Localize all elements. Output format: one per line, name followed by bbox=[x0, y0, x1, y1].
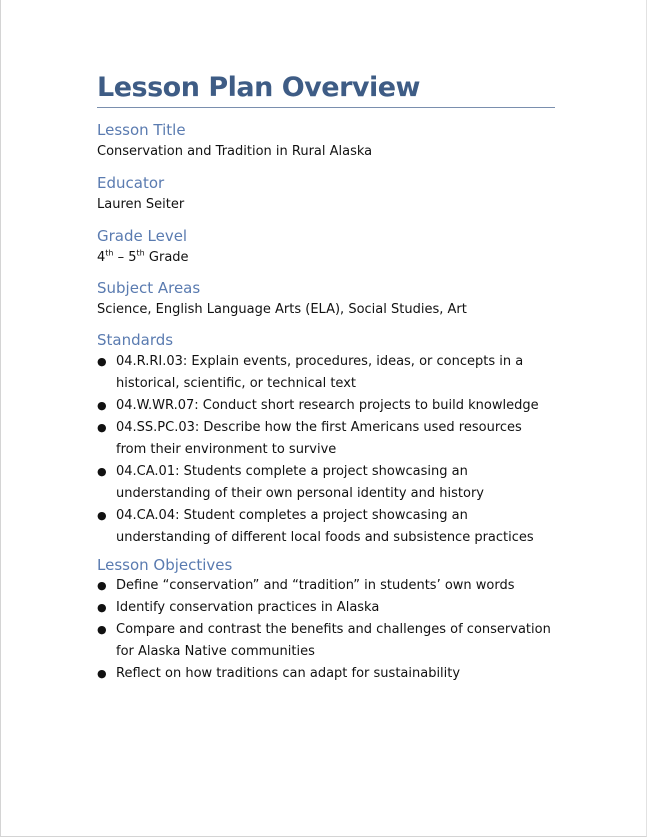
grade-to-number: 5 bbox=[128, 250, 137, 265]
title-divider bbox=[97, 107, 555, 108]
objectives-list bbox=[97, 575, 555, 685]
section-heading-grade-level: Grade Level bbox=[97, 227, 188, 245]
objective-text: Define “conservation” and “tradition” in students’ own words bbox=[116, 578, 515, 593]
list-item bbox=[97, 395, 555, 417]
bullet-icon: ● bbox=[97, 623, 107, 636]
lesson-title-value: Conservation and Tradition in Rural Alaska bbox=[97, 144, 373, 159]
section-standards bbox=[97, 330, 555, 549]
standard-text: 04.R.RI.03: Explain events, procedures, ideas, or concepts in a historical, scientific, or technical text bbox=[116, 354, 524, 391]
grade-label: Grade bbox=[144, 250, 189, 265]
objective-text: Compare and contrast the benefits and challenges of conservation for Alaska Native communities bbox=[116, 622, 551, 659]
bullet-icon: ● bbox=[97, 509, 107, 522]
standard-text: 04.SS.PC.03: Describe how the first Americans used resources from their environment to survive bbox=[116, 420, 522, 457]
grade-range-dash: – bbox=[113, 250, 129, 265]
list-item bbox=[97, 461, 555, 505]
standards-list bbox=[97, 351, 555, 549]
grade-from-number: 4 bbox=[97, 250, 106, 265]
bullet-icon: ● bbox=[97, 579, 107, 592]
document-content bbox=[97, 70, 555, 685]
list-item bbox=[97, 417, 555, 461]
educator-value: Lauren Seiter bbox=[97, 197, 185, 212]
section-heading-lesson-objectives: Lesson Objectives bbox=[97, 556, 233, 574]
section-heading-educator: Educator bbox=[97, 174, 165, 192]
section-lesson-title bbox=[97, 120, 555, 161]
list-item bbox=[97, 575, 555, 597]
list-item bbox=[97, 351, 555, 395]
standard-text: 04.CA.01: Students complete a project showcasing an understanding of their own personal identity and history bbox=[116, 464, 484, 501]
bullet-icon: ● bbox=[97, 355, 107, 368]
bullet-icon: ● bbox=[97, 399, 107, 412]
section-educator bbox=[97, 173, 555, 214]
list-item bbox=[97, 619, 555, 663]
objective-text: Identify conservation practices in Alaska bbox=[116, 600, 380, 615]
page-title: Lesson Plan Overview bbox=[97, 72, 421, 103]
bullet-icon: ● bbox=[97, 465, 107, 478]
bullet-icon: ● bbox=[97, 667, 107, 680]
bullet-icon: ● bbox=[97, 601, 107, 614]
grade-level-value bbox=[97, 249, 555, 267]
grade-to-suffix: th bbox=[136, 248, 145, 258]
standard-text: 04.CA.04: Student completes a project showcasing an understanding of different local foods and subsistence practices bbox=[116, 508, 534, 545]
list-item bbox=[97, 597, 555, 619]
standard-text: 04.W.WR.07: Conduct short research projects to build knowledge bbox=[116, 398, 539, 413]
section-subject-areas bbox=[97, 278, 555, 319]
section-heading-subject-areas: Subject Areas bbox=[97, 279, 201, 297]
section-lesson-objectives bbox=[97, 555, 555, 685]
section-grade-level bbox=[97, 226, 555, 267]
section-heading-standards: Standards bbox=[97, 331, 174, 349]
grade-from-suffix: th bbox=[105, 248, 114, 258]
section-heading-lesson-title: Lesson Title bbox=[97, 121, 186, 139]
bullet-icon: ● bbox=[97, 421, 107, 434]
list-item bbox=[97, 663, 555, 685]
subject-areas-value: Science, English Language Arts (ELA), Social Studies, Art bbox=[97, 302, 467, 317]
objective-text: Reflect on how traditions can adapt for sustainability bbox=[116, 666, 461, 681]
list-item bbox=[97, 505, 555, 549]
